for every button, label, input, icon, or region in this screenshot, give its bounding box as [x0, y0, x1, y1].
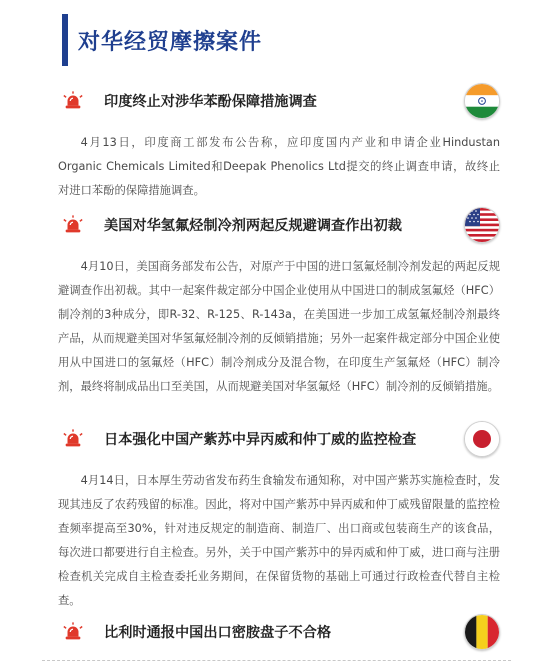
- case-item-japan: [58, 421, 500, 613]
- case-body: 4月10日，美国商务部发布公告，对原产于中国的进口氢氟烃制冷剂发起的两起反规避调查作出初裁。其中一起案件裁定部分中国企业使用从中国进口的制成氢氟烃（HFC）制冷剂的3种成分，即R-32、R-125、R-143a，在美国进一步加工成氢氟烃制冷剂最终产品，从而规避美国对华氢氟烃制冷剂的反倾销措施；另外一起案件裁定部分中国企业使用从中国进口的氢氟烃（HFC）制冷剂成分及混合物，在印度生产氢氟烃（HFC）制冷剂，最终将制成品出口至美国，从而规避美国对华氢氟烃（HFC）制冷剂的反倾销措施。: [58, 260, 500, 393]
- case-body: 4月13日，印度商工部发布公告称，应印度国内产业和申请企业Hindustan Organic Chemicals Limited和Deepak Phenolics Ltd提交的终止调查申请，故终止对进口苯酚的保障措施调查。: [58, 136, 500, 197]
- case-body: 4月14日，日本厚生劳动省发布药生食输发布通知称，对中国产紫苏实施检查时，发现其违反了农药残留的标准。因此，将对中国产紫苏中异丙威和仲丁威残留限量的监控检查频率提高至30%，针对违反规定的制造商、制造厂、出口商或包装商生产的该食品，每次进口都要进行自主检查。另外，关于中国产紫苏中的异丙威和仲丁威，进口商与注册检查机关完成自主检查委托业务期间，在保留货物的基础上可通过行政检查代替自主检查。: [58, 474, 500, 607]
- case-title: 日本强化中国产紫苏中异丙威和仲丁威的监控检查: [104, 432, 417, 448]
- case-item-usa: [58, 207, 500, 399]
- page-header: [62, 14, 262, 66]
- japan-flag-icon: [464, 421, 500, 457]
- page-title: 对华经贸摩擦案件: [78, 29, 263, 55]
- case-title: 美国对华氢氟烃制冷剂两起反规避调查作出初裁: [104, 218, 402, 234]
- india-flag-icon: [464, 83, 500, 119]
- usa-flag-icon: [464, 207, 500, 243]
- alarm-siren-icon: [62, 90, 84, 112]
- case-item-india: [58, 83, 500, 203]
- case-heading: [62, 207, 500, 243]
- alarm-siren-icon: [62, 214, 84, 236]
- case-heading: [62, 83, 500, 119]
- page-bottom-divider: [42, 660, 511, 661]
- case-title: 印度终止对涉华苯酚保障措施调查: [104, 94, 317, 110]
- alarm-siren-icon: [62, 621, 84, 643]
- belgium-flag-icon: [464, 614, 500, 650]
- case-heading: [62, 421, 500, 457]
- case-title: 比利时通报中国出口密胺盘子不合格: [104, 625, 332, 641]
- alarm-siren-icon: [62, 428, 84, 450]
- case-item-belgium: [62, 614, 500, 650]
- header-accent-bar: [62, 14, 68, 66]
- case-heading: [62, 614, 500, 650]
